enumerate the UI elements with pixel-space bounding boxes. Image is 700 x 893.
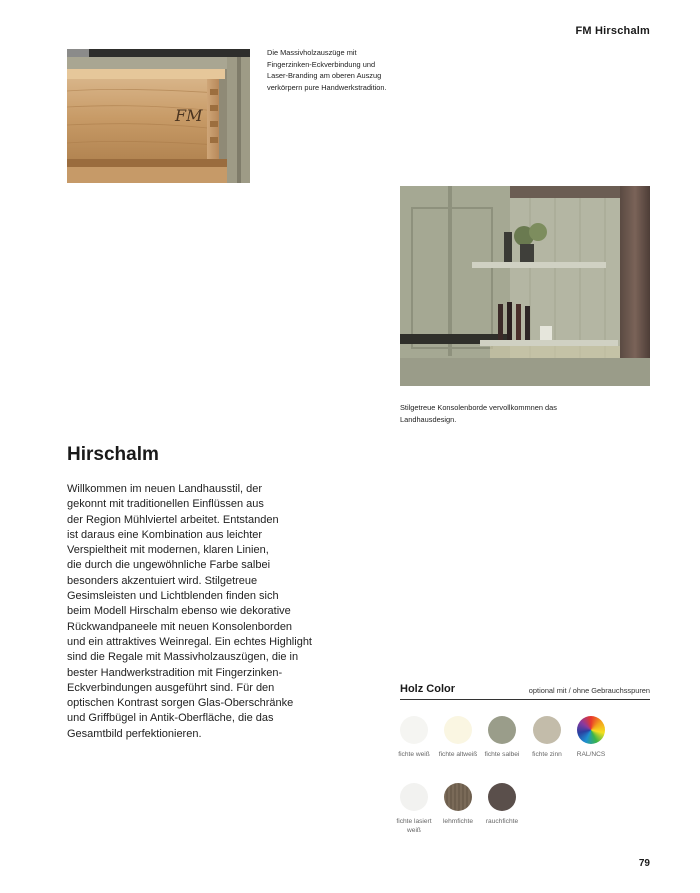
- body-line: und ein attraktives Weinregal. Ein echtes Highlight: [67, 635, 312, 648]
- body-line: und Griffbügel in Antik-Oberfläche, die das: [67, 712, 274, 725]
- swatch-label: rauchfichte: [485, 818, 519, 825]
- page-number: 79: [638, 858, 650, 869]
- body-line: Gesamtbild perfektionieren.: [67, 727, 202, 740]
- body-line: Eckverbindungen ausgeführt sind. Für den: [67, 681, 275, 694]
- holz-color-subtitle: optional mit / ohne Gebrauchsspuren: [528, 686, 650, 695]
- holz-color-divider: [400, 699, 650, 700]
- body-line: ist daraus eine Kombination aus leichter: [67, 528, 263, 541]
- swatch-lehmfichte: [444, 783, 472, 811]
- body-line: gekonnt mit traditionellen Einflüssen aus: [67, 498, 264, 511]
- swatch-label: fichte altweiß: [438, 751, 478, 758]
- body-line: bester Handwerkstradition mit Fingerzinken-: [67, 666, 283, 679]
- drawer-photo: [67, 49, 250, 183]
- body-line: optischen Kontrast sorgen Glas-Oberschränke: [67, 697, 294, 710]
- body-line: der Region Mühlviertel arbeitet. Entstanden: [67, 513, 279, 526]
- swatch-label: fichte salbei: [484, 751, 520, 758]
- swatch-ral-ncs: [577, 716, 605, 744]
- body-line: beim Modell Hirschalm ebenso wie dekorative: [67, 605, 291, 618]
- body-line: sind die Regale mit Massivholzauszügen, die in: [67, 651, 299, 664]
- holz-color-title: Holz Color: [400, 683, 455, 695]
- swatch-fichte-weiss: [400, 716, 428, 744]
- article-heading: Hirschalm: [67, 444, 159, 465]
- swatch-label: lehmfichte: [442, 818, 474, 825]
- body-line: Gesimsleisten und Lichtblenden finden sich: [67, 590, 279, 603]
- swatch-label: fichte weiß: [398, 751, 430, 758]
- drawer-caption: Die Massivholzauszüge mit Fingerzinken-Eckverbindung und Laser-Branding am oberen Auszug verkörpern pure Handwerkstradition.: [267, 48, 387, 92]
- shelf-photo-illustration: [400, 186, 650, 386]
- swatch-label: fichte lasiert weiß: [396, 818, 432, 834]
- swatch-label: RAL/NCS: [576, 751, 606, 758]
- body-line: die durch die ungewöhnliche Farbe salbei: [67, 559, 271, 572]
- shelf-photo: [400, 186, 650, 386]
- article-body: [67, 482, 317, 742]
- swatch-fichte-lasiert-weiss: [400, 783, 428, 811]
- drawer-photo-illustration: [67, 49, 250, 183]
- body-line: Willkommen im neuen Landhausstil, der: [67, 483, 263, 495]
- swatch-fichte-altweiss: [444, 716, 472, 744]
- body-line: Verspieltheit mit modernen, klaren Linien,: [67, 544, 269, 557]
- shelf-caption: Stilgetreue Konsolenborde vervollkommnen das Landhausdesign.: [400, 403, 557, 424]
- page-header-title: FM Hirschalm: [575, 25, 650, 37]
- swatch-rauchfichte: [488, 783, 516, 811]
- swatch-fichte-zinn: [533, 716, 561, 744]
- swatch-label: fichte zinn: [532, 751, 562, 758]
- swatch-fichte-salbei: [488, 716, 516, 744]
- body-line: besonders akzentuiert wird. Stilgetreue: [67, 574, 258, 587]
- svg-text:FM: FM: [175, 106, 203, 125]
- body-line: Rückwandpaneele mit neuen Konsolenborden: [67, 620, 293, 633]
